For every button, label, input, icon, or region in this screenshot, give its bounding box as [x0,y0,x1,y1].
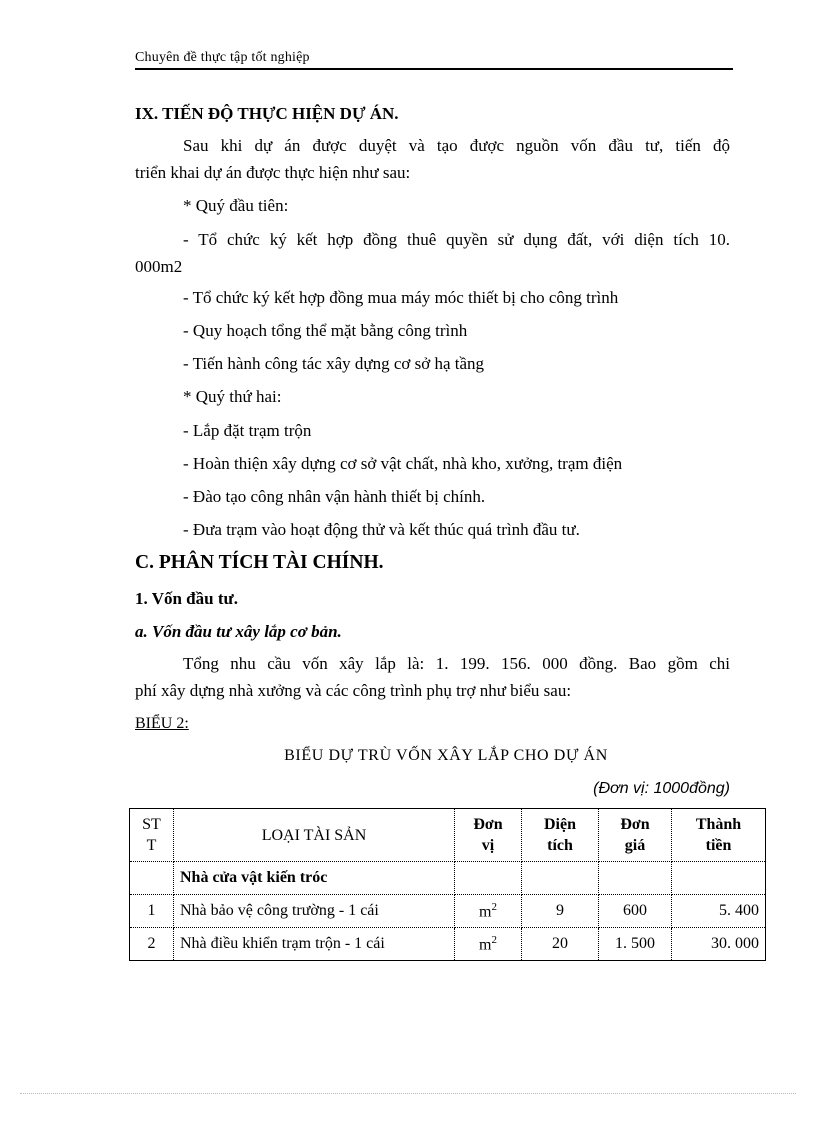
row-asset-name: Nhà điều khiển trạm trộn - 1 cái [174,928,455,961]
header-total: Thành tiền [672,809,766,862]
row-total: 30. 000 [672,928,766,961]
row-area: 20 [522,928,599,961]
investment-table [129,808,766,961]
table-header-row [130,809,766,862]
table-row [130,895,766,928]
row-unit: $m^2$ [455,928,522,961]
row-area: 9 [522,895,599,928]
q1-item-1-line-1: - Tổ chức ký kết hợp đồng thuê quyền sử dụng đất, với diện tích 10. [183,230,730,249]
unit-note: (Đơn vị: 1000đồng) [593,780,730,797]
q2-item-2: - Hoàn thiện xây dựng cơ sở vật chất, nhà kho, xưởng, trạm điện [183,454,623,473]
row-unit-price: 1. 500 [599,928,672,961]
header-rule [135,68,733,70]
intro-line-1: Sau khi dự án được duyệt và tạo được nguồn vốn đầu tư, tiến độ [183,136,730,155]
table-row [130,928,766,961]
q1-item-2: - Tổ chức ký kết hợp đồng mua máy móc thiết bị cho công trình [183,288,619,307]
header-stt: ST T [130,809,174,862]
subsection-1a-title: a. Vốn đầu tư xây lắp cơ bản. [135,622,342,641]
q2-heading: * Quý thứ hai: [183,387,282,406]
capital-paragraph-line-2: phí xây dựng nhà xưởng và các công trình phụ trợ như biểu sau: [135,681,572,700]
row-asset-name: Nhà bảo vệ công trường - 1 cái [174,895,455,928]
running-header: Chuyên đề thực tập tốt nghiệp [135,50,310,65]
table-group-row [130,862,766,895]
group-label: Nhà cửa vật kiến tróc [174,862,455,895]
section-ix-title: IX. TIẾN ĐỘ THỰC HIỆN DỰ ÁN. [135,104,399,123]
page-bottom-border [20,1093,796,1094]
header-unit: Đơn vị [455,809,522,862]
row-stt: 2 [130,928,174,961]
row-stt: 1 [130,895,174,928]
row-total: 5. 400 [672,895,766,928]
header-unit-price: Đơn giá [599,809,672,862]
q2-item-4: - Đưa trạm vào hoạt động thử và kết thúc quá trình đầu tư. [183,520,580,539]
q2-item-1: - Lắp đặt trạm trộn [183,421,312,440]
header-asset-type: LOẠI TÀI SẢN [174,809,455,862]
table-label: BIỂU 2: [135,715,189,732]
capital-paragraph-line-1: Tổng nhu cầu vốn xây lắp là: 1. 199. 156. 000 đồng. Bao gồm chi [183,654,730,673]
row-unit: $m^2$ [455,895,522,928]
q1-item-1-line-2: 000m2 [135,257,183,276]
table-title: BIỂU DỰ TRÙ VỐN XÂY LẮP CHO DỰ ÁN [284,747,608,764]
subsection-1-title: 1. Vốn đầu tư. [135,589,238,608]
header-area: Diện tích [522,809,599,862]
q2-item-3: - Đào tạo công nhân vận hành thiết bị chính. [183,487,486,506]
row-unit-price: 600 [599,895,672,928]
q1-heading: * Quý đầu tiên: [183,196,289,215]
q1-item-4: - Tiến hành công tác xây dựng cơ sở hạ tầng [183,354,485,373]
q1-item-3: - Quy hoạch tổng thể mặt bằng công trình [183,321,468,340]
intro-line-2: triển khai dự án được thực hiện như sau: [135,163,411,182]
section-c-title: C. PHÂN TÍCH TÀI CHÍNH. [135,552,384,573]
